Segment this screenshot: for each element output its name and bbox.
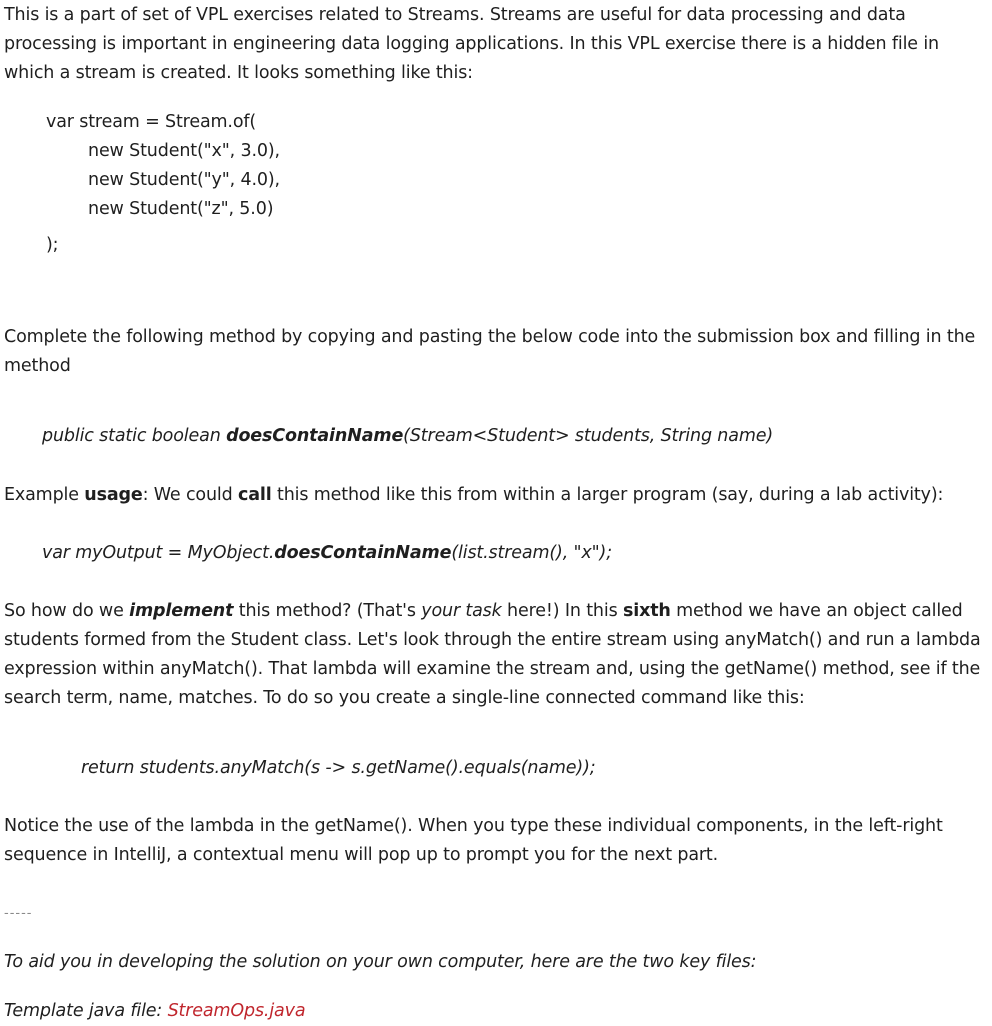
howto-sixth: sixth [622,601,671,621]
template-file-link[interactable]: StreamOps.java [167,1001,306,1021]
code-student-x: new Student("x", 3.0), [88,141,280,161]
example-text-1: Example [4,485,85,505]
signature-params: (Stream<Student> students, String name) [403,426,774,446]
usage-code-method: doesContainName [274,543,452,563]
code-student-y: new Student("y", 4.0), [88,170,280,190]
aid-line: To aid you in developing the solution on your own computer, here are the two key files: [4,952,757,972]
method-signature [42,422,773,451]
howto-your-task: your task [421,601,502,621]
template-label: Template java file: [4,1001,168,1021]
code-student-z: new Student("z", 5.0) [88,199,274,219]
howto-line-2: students formed from the Student class. Let's look through the entire stream using anyMatch() and run a lambda [4,630,981,650]
howto-text-4: method we have an object called [670,601,963,621]
return-code: return students.anyMatch(s -> s.getName().equals(name)); [81,758,596,778]
signature-method-name: doesContainName [226,426,404,446]
howto-line-1 [4,597,963,626]
example-text-2: : We could [142,485,239,505]
code-stream-declaration: var stream = Stream.of( [46,112,257,132]
example-usage-bold: usage [84,485,143,505]
signature-prefix: public static boolean [42,426,227,446]
howto-text-3: here!) In this [501,601,623,621]
example-call-bold: call [238,485,272,505]
intro-line-2: processing is important in engineering data logging applications. In this VPL exercise there is a hidden file in [4,34,939,54]
howto-text-1: So how do we [4,601,130,621]
howto-line-4: search term, name, matches. To do so you create a single-line connected command like this: [4,688,805,708]
usage-code [42,539,612,568]
howto-implement: implement [129,601,234,621]
example-line [4,481,943,510]
intro-line-3: which a stream is created. It looks something like this: [4,63,473,83]
complete-line-2: method [4,356,71,376]
howto-line-3: expression within anyMatch(). That lambda will examine the stream and, using the getName() method, see if the [4,659,981,679]
intro-line-1: This is a part of set of VPL exercises related to Streams. Streams are useful for data processing and data [4,5,906,25]
notice-line-2: sequence in IntelliJ, a contextual menu will pop up to prompt you for the next part. [4,845,719,865]
complete-line-1: Complete the following method by copying and pasting the below code into the submission box and filling in the [4,327,976,347]
howto-text-2: this method? (That's [233,601,422,621]
separator: ----- [4,906,33,921]
template-line [4,997,305,1026]
example-text-3: this method like this from within a larger program (say, during a lab activity): [271,485,944,505]
code-close: ); [46,235,59,255]
notice-line-1: Notice the use of the lambda in the getName(). When you type these individual components, in the left-right [4,816,943,836]
usage-code-args: (list.stream(), "x"); [451,543,612,563]
usage-code-prefix: var myOutput = MyObject. [42,543,275,563]
